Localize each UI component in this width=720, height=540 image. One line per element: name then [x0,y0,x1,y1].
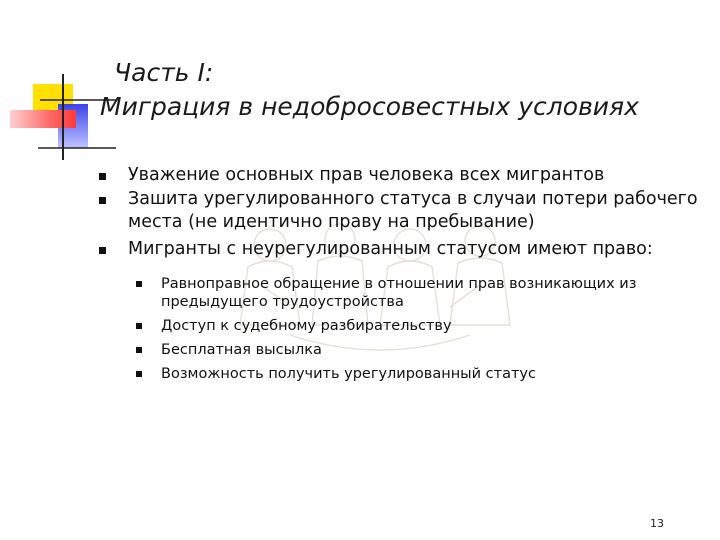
slide-title [100,56,710,124]
bullet-text: Зашита урегулированного статуса в случаи потери рабочего места (не идентично праву на пребывание) [128,189,698,232]
sub-bullet-list [128,275,700,383]
bullet-text: Уважение основных прав человека всех мигрантов [128,165,605,185]
sub-bullet-item [95,341,700,359]
bullet-list [95,164,700,383]
square-bullet-icon [99,247,106,254]
title-line-2: Миграция в недобросовестных условиях [100,92,639,121]
square-bullet-icon [136,371,142,377]
bullet-item [95,238,700,383]
sub-bullet-text: Бесплатная высылка [161,342,322,358]
title-line-1: Часть I: [114,58,214,87]
sub-bullet-text: Равноправное обращение в отношении прав возникающих из предыдущего трудоустройства [161,276,637,310]
sub-bullet-text: Доступ к судебному разбирательству [161,318,452,334]
bullet-text: Мигранты с неурегулированным статусом имеют право: [128,239,653,259]
square-bullet-icon [99,197,106,204]
bullet-item [95,188,700,234]
sub-bullet-item [95,275,700,311]
sub-bullet-item [95,365,700,383]
slide-content [95,164,700,389]
square-bullet-icon [136,323,142,329]
square-bullet-icon [136,347,142,353]
square-bullet-icon [99,173,106,180]
bullet-item [95,164,700,187]
sub-bullet-item [95,317,700,335]
page-number: 13 [650,517,664,530]
square-bullet-icon [136,281,142,287]
sub-bullet-text: Возможность получить урегулированный статус [161,366,536,382]
